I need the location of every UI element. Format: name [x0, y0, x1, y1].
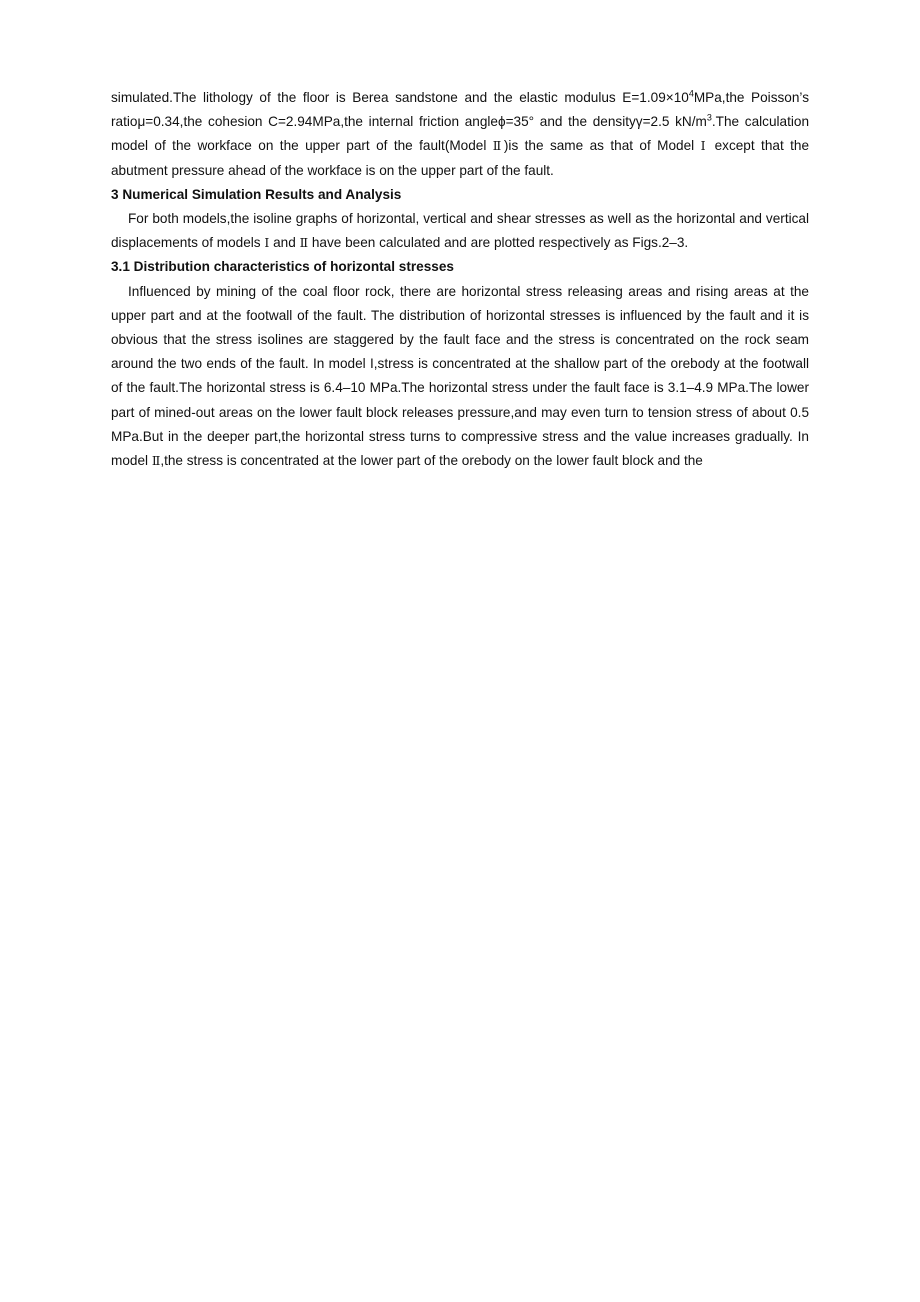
roman-numeral: Ⅰ [700, 138, 709, 154]
text-run: Influenced by mining of the coal floor rock, there are horizontal stress releasing areas and rising areas at the upper part and at the footwall of the fault. The distribution of horizontal stresses is influenced by the fault and it is obvious that the stress isolines are staggered by the fault face and the stress is concentrated on the rock seam around the two ends of the fault. In model I,stress is concentrated at the shallow part of the orebody at the footwall of the fault.The horizontal stress is 6.4–10 MPa.The horizontal stress under the fault face is 3.1–4.9 MPa.The lower part of mined-out areas on the lower fault block releases pressure,and may even turn to tension stress of about 0.5 MPa.But in the deeper part,the horizontal stress turns to compressive stress and the value increases gradually. In model [111, 283, 809, 469]
text-run: simulated.The lithology of the floor is Berea sandstone and the elastic modulus E=1.09×10 [111, 90, 689, 105]
subsection-heading: 3.1 Distribution characteristics of horizontal stresses [111, 259, 454, 275]
text-run: except that the abutment pressure ahead of the workface is on the upper part of the fault. [111, 138, 810, 178]
text-run: For both models,the isoline graphs of horizontal, vertical and shear stresses as well as the horizontal and vertical displacements of models [111, 211, 809, 251]
roman-numeral: Ⅰ [264, 235, 270, 251]
page-content [111, 86, 809, 473]
text-run: ,the stress is concentrated at the lower part of the orebody on the lower fault block and the [160, 453, 703, 469]
section-heading: 3 Numerical Simulation Results and Analysis [111, 186, 402, 202]
text-run: and [269, 235, 300, 251]
text-run: )is the same as that of Model [503, 138, 701, 154]
paragraph-material-properties [111, 86, 809, 183]
roman-numeral: Ⅱ [492, 138, 504, 154]
paragraph-horizontal-stress [111, 280, 809, 474]
roman-numeral: Ⅱ [299, 235, 309, 251]
text-run: have been calculated and are plotted respectively as Figs.2–3. [308, 235, 689, 251]
superscript: 3 [706, 112, 712, 123]
roman-numeral: Ⅱ [151, 453, 161, 469]
text-run: MPa,the Poisson’s ratioμ=0.34,the cohesion C=2.94MPa,the internal friction angleϕ=35° and the densityγ=2.5 kN/m [111, 90, 809, 130]
text-run: .The calculation model of the workface on the upper part of the fault(Model [111, 114, 810, 154]
paragraph-overview [111, 207, 809, 255]
superscript: 4 [688, 88, 694, 99]
